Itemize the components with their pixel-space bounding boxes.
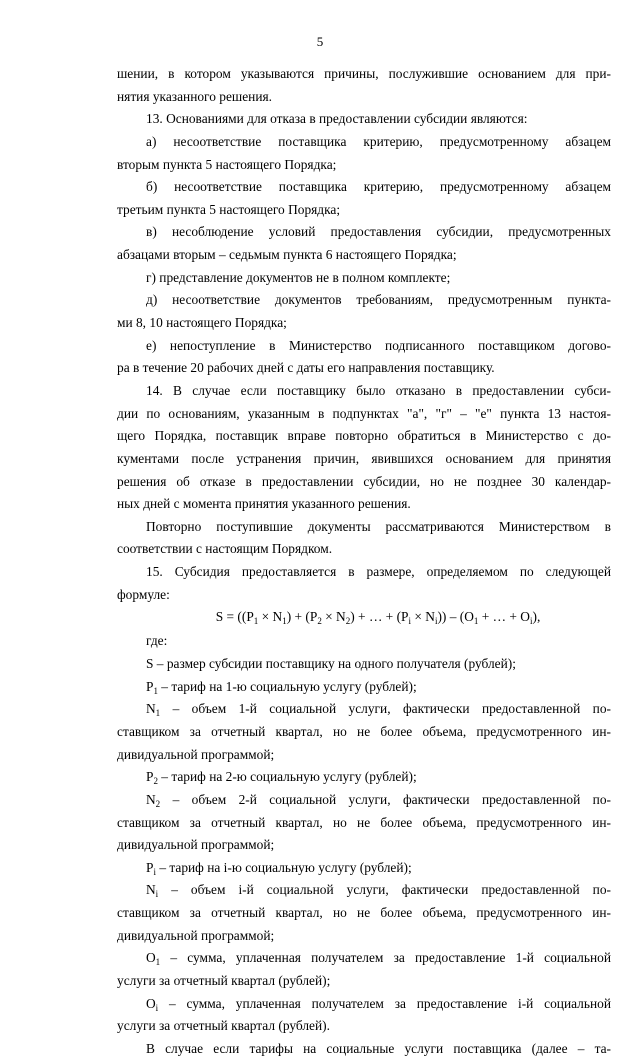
text-line: [117, 947, 611, 970]
subscript: i: [155, 1002, 159, 1013]
document-body: [117, 63, 611, 1061]
subscript: 2: [345, 616, 351, 627]
text-run: P: [146, 769, 154, 785]
text-run: ставщиком за отчетный квартал, но не более объема, предусмотренного ин-: [117, 905, 611, 921]
text-run: × N: [321, 609, 346, 625]
text-run: N: [146, 791, 156, 807]
text-run: O: [146, 995, 156, 1011]
text-run: ) + … + (P: [350, 609, 409, 625]
text-run: – сумма, уплаченная получателем за предоставление 1-й социальной: [160, 950, 611, 966]
text-run: P: [146, 678, 154, 694]
text-line: нятия указанного решения.: [117, 88, 272, 104]
subscript: i: [434, 616, 438, 627]
text-line: вторым пункта 5 настоящего Порядка;: [117, 156, 337, 172]
subscript: 2: [153, 776, 158, 787]
text-line: решения об отказе в предоставлении субсидии, но не позднее 30 календар-: [117, 473, 611, 489]
text-line: [117, 744, 611, 767]
text-line: Повторно поступившие документы рассматриваются Министерством в: [146, 518, 611, 534]
subscript: 1: [253, 616, 259, 627]
text-line: [117, 721, 611, 744]
subscript: 1: [473, 616, 479, 627]
subscript: i: [153, 866, 156, 877]
text-run: услуги за отчетный квартал (рублей);: [117, 972, 331, 988]
subscript: 1: [153, 685, 158, 696]
text-run: × N: [258, 609, 283, 625]
text-run: ),: [532, 609, 541, 625]
text-run: N: [146, 882, 156, 898]
text-run: – объем 1-й социальной услуги, фактически предоставленной по-: [160, 701, 611, 717]
text-line: [117, 970, 611, 993]
text-line: д) несоответствие документов требованиям, предусмотренным пункта-: [146, 292, 611, 308]
text-line: формуле:: [117, 586, 170, 602]
text-run: ) + (P: [286, 609, 318, 625]
text-line: 13. Основаниями для отказа в предоставлении субсидии являются:: [146, 111, 528, 127]
text-run: N: [146, 701, 156, 717]
text-line: [117, 789, 611, 812]
text-line: г) представление документов не в полном комплекте;: [146, 269, 451, 285]
text-line: ных дней с момента принятия указанного решения.: [117, 496, 411, 512]
text-line: [117, 925, 611, 948]
subscript: 2: [155, 798, 161, 809]
text-run: P: [146, 859, 154, 875]
text-run: – сумма, уплаченная получателем за предоставление i-й социальной: [158, 995, 611, 1011]
text-line: а) несоответствие поставщика критерию, предусмотренному абзацем: [146, 133, 611, 149]
subsidy-formula: [117, 606, 611, 630]
text-run: услуги за отчетный квартал (рублей).: [117, 1018, 330, 1034]
text-line: в) несоблюдение условий предоставления субсидии, предусмотренных: [146, 224, 611, 240]
subscript: 1: [155, 957, 161, 968]
subscript: i: [408, 616, 412, 627]
text-line: е) непоступление в Министерство подписанного поставщиком догово-: [146, 337, 611, 353]
text-line: ми 8, 10 настоящего Порядка;: [117, 315, 287, 331]
text-line: [117, 834, 611, 857]
text-line: [117, 766, 611, 789]
page-number: 5: [316, 34, 324, 49]
text-run: )) – (O: [437, 609, 474, 625]
text-line: [117, 812, 611, 835]
text-run: дивидуальной программой;: [117, 746, 275, 762]
text-block-before-formula: [117, 63, 611, 606]
text-line: [117, 698, 611, 721]
text-run: ставщиком за отчетный квартал, но не более объема, предусмотренного ин-: [117, 814, 611, 830]
text-line: [117, 1015, 611, 1038]
text-run: O: [146, 950, 156, 966]
text-line: [117, 653, 611, 676]
text-run: где:: [146, 633, 168, 649]
text-run: дивидуальной программой;: [117, 927, 275, 943]
text-run: – объем 2-й социальной услуги, фактически предоставленной по-: [160, 791, 611, 807]
text-line: кументами после устранения причин, явившихся основанием для принятия: [117, 450, 611, 466]
text-run: + … + O: [478, 609, 530, 625]
text-line: щего Порядка, поставщик вправе повторно обратиться в Министерство с до-: [117, 428, 611, 444]
text-run: S = ((P: [215, 609, 254, 625]
text-line: [117, 1038, 611, 1061]
text-line: 15. Субсидия предоставляется в размере, определяемом по следующей: [146, 564, 611, 580]
text-run: дивидуальной программой;: [117, 837, 275, 853]
subscript: 1: [155, 708, 161, 719]
subscript: i: [155, 889, 159, 900]
text-line: ра в течение 20 рабочих дней с даты его направления поставщику.: [117, 360, 495, 376]
subscript: 2: [317, 616, 322, 627]
subscript: i: [529, 616, 533, 627]
text-line: [117, 902, 611, 925]
text-run: – тариф на 2-ю социальную услугу (рублей);: [157, 769, 417, 785]
text-line: [117, 993, 611, 1016]
text-line: дии по основаниям, указанным в подпунктах "а", "г" – "е" пункта 13 настоя-: [117, 405, 611, 421]
text-line: [117, 879, 611, 902]
text-run: – тариф на i-ю социальную услугу (рублей);: [155, 859, 412, 875]
text-run: ставщиком за отчетный квартал, но не более объема, предусмотренного ин-: [117, 723, 611, 739]
text-line: б) несоответствие поставщика критерию, предусмотренному абзацем: [146, 179, 611, 195]
text-line: [117, 630, 611, 653]
text-run: – объем i-й социальной услуги, фактически предоставленной по-: [158, 882, 611, 898]
text-block-after-formula: [117, 630, 611, 1060]
text-line: [117, 676, 611, 699]
text-line: соответствии с настоящим Порядком.: [117, 541, 333, 557]
text-line: абзацами вторым – седьмым пункта 6 настоящего Порядка;: [117, 247, 457, 263]
text-run: – тариф на 1-ю социальную услугу (рублей);: [157, 678, 417, 694]
text-line: 14. В случае если поставщику было отказано в предоставлении субси-: [146, 382, 611, 398]
text-run: × N: [411, 609, 435, 625]
text-run: В случае если тарифы на социальные услуги поставщика (далее – та-: [146, 1040, 611, 1056]
text-run: S – размер субсидии поставщику на одного получателя (рублей);: [146, 656, 516, 672]
text-line: третьим пункта 5 настоящего Порядка;: [117, 201, 341, 217]
text-line: шении, в котором указываются причины, послужившие основанием для при-: [117, 66, 611, 81]
subscript: 1: [282, 616, 287, 627]
text-line: [117, 857, 611, 880]
